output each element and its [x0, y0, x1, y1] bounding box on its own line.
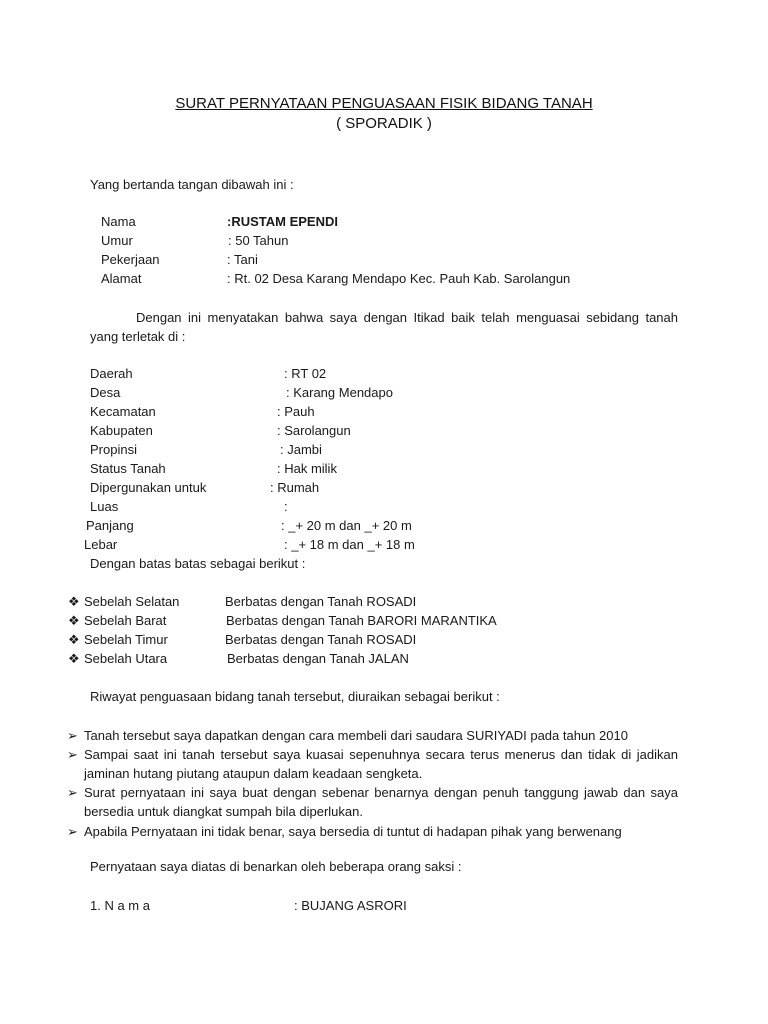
identity-value-alamat: : Rt. 02 Desa Karang Mendapo Kec. Pauh Kab. Sarolangun — [227, 271, 571, 286]
identity-value-pekerjaan: : Tani — [227, 252, 258, 267]
location-label-daerah: Daerah — [90, 366, 133, 381]
history-item-text: Surat pernyataan ini saya buat dengan sebenar benarnya dengan penuh tanggung jawab dan saya bersedia untuk diangkat sumpah bila diperlukan. — [84, 785, 678, 819]
location-label-kabupaten: Kabupaten — [90, 423, 153, 438]
location-label-kecamatan: Kecamatan — [90, 404, 156, 419]
witness-label-1: 1. N a m a — [90, 898, 150, 913]
identity-label-pekerjaan: Pekerjaan — [101, 252, 160, 267]
document-subtitle: ( SPORADIK ) — [336, 115, 432, 132]
border-side-selatan: Sebelah Selatan — [84, 594, 180, 609]
location-value-panjang: : _+ 20 m dan _+ 20 m — [281, 518, 412, 533]
identity-label-nama: Nama — [101, 214, 136, 229]
location-label-propinsi: Propinsi — [90, 442, 137, 457]
location-value-desa: : Karang Mendapo — [286, 385, 393, 400]
history-item-text: Apabila Pernyataan ini tidak benar, saya bersedia di tuntut di hadapan pihak yang berwenang — [84, 824, 622, 839]
history-intro: Riwayat penguasaan bidang tanah tersebut, diuraikan sebagai berikut : — [90, 689, 500, 704]
border-value-utara: Berbatas dengan Tanah JALAN — [227, 651, 409, 666]
borders-intro: Dengan batas batas sebagai berikut : — [90, 556, 306, 571]
intro-text: Yang bertanda tangan dibawah ini : — [90, 177, 294, 192]
identity-label-umur: Umur — [101, 233, 133, 248]
location-label-status-tanah: Status Tanah — [90, 461, 166, 476]
arrow-marker-icon: ➢ — [67, 728, 78, 743]
border-marker-icon: ❖ — [68, 613, 80, 628]
border-marker-icon: ❖ — [68, 594, 80, 609]
location-value-kabupaten: : Sarolangun — [277, 423, 351, 438]
history-item-text: Tanah tersebut saya dapatkan dengan cara membeli dari saudara SURIYADI pada tahun 2010 — [84, 728, 628, 743]
location-value-luas: : — [284, 499, 288, 514]
location-label-dipergunakan: Dipergunakan untuk — [90, 480, 207, 495]
border-side-barat: Sebelah Barat — [84, 613, 167, 628]
history-item — [67, 822, 684, 841]
witness-intro: Pernyataan saya diatas di benarkan oleh beberapa orang saksi : — [90, 859, 462, 874]
arrow-marker-icon: ➢ — [67, 747, 78, 762]
identity-value-nama: :RUSTAM EPENDI — [227, 214, 338, 229]
border-marker-icon: ❖ — [68, 651, 80, 666]
location-value-propinsi: : Jambi — [280, 442, 322, 457]
border-marker-icon: ❖ — [68, 632, 80, 647]
identity-value-umur: : 50 Tahun — [228, 233, 289, 248]
border-value-selatan: Berbatas dengan Tanah ROSADI — [225, 594, 417, 609]
border-side-utara: Sebelah Utara — [84, 651, 168, 666]
document-title: SURAT PERNYATAAN PENGUASAAN FISIK BIDANG TANAH — [175, 95, 593, 112]
location-value-daerah: : RT 02 — [284, 366, 327, 381]
arrow-marker-icon: ➢ — [67, 824, 78, 839]
location-label-luas: Luas — [90, 499, 119, 514]
border-value-timur: Berbatas dengan Tanah ROSADI — [225, 632, 417, 647]
history-item — [67, 745, 678, 783]
witness-value-1: : BUJANG ASRORI — [294, 898, 407, 913]
border-value-barat: Berbatas dengan Tanah BARORI MARANTIKA — [226, 613, 497, 628]
history-item — [67, 783, 678, 821]
history-item-text: Sampai saat ini tanah tersebut saya kuasai sepenuhnya secara terus menerus dan tidak di jadikan jaminan hutang piutang ataupun dalam keadaan sengketa. — [84, 747, 678, 781]
location-value-status-tanah: : Hak milik — [277, 461, 337, 476]
history-item — [67, 726, 678, 745]
arrow-marker-icon: ➢ — [67, 785, 78, 800]
location-value-lebar: : _+ 18 m dan _+ 18 m — [284, 537, 415, 552]
statement-paragraph: Dengan ini menyatakan bahwa saya dengan Itikad baik telah menguasai sebidang tanah yang terletak di : — [90, 310, 678, 344]
location-value-dipergunakan: : Rumah — [270, 480, 320, 495]
location-label-panjang: Panjang — [86, 518, 134, 533]
identity-label-alamat: Alamat — [101, 271, 142, 286]
border-side-timur: Sebelah Timur — [84, 632, 168, 647]
location-label-desa: Desa — [90, 385, 121, 400]
location-value-kecamatan: : Pauh — [277, 404, 315, 419]
location-label-lebar: Lebar — [84, 537, 118, 552]
